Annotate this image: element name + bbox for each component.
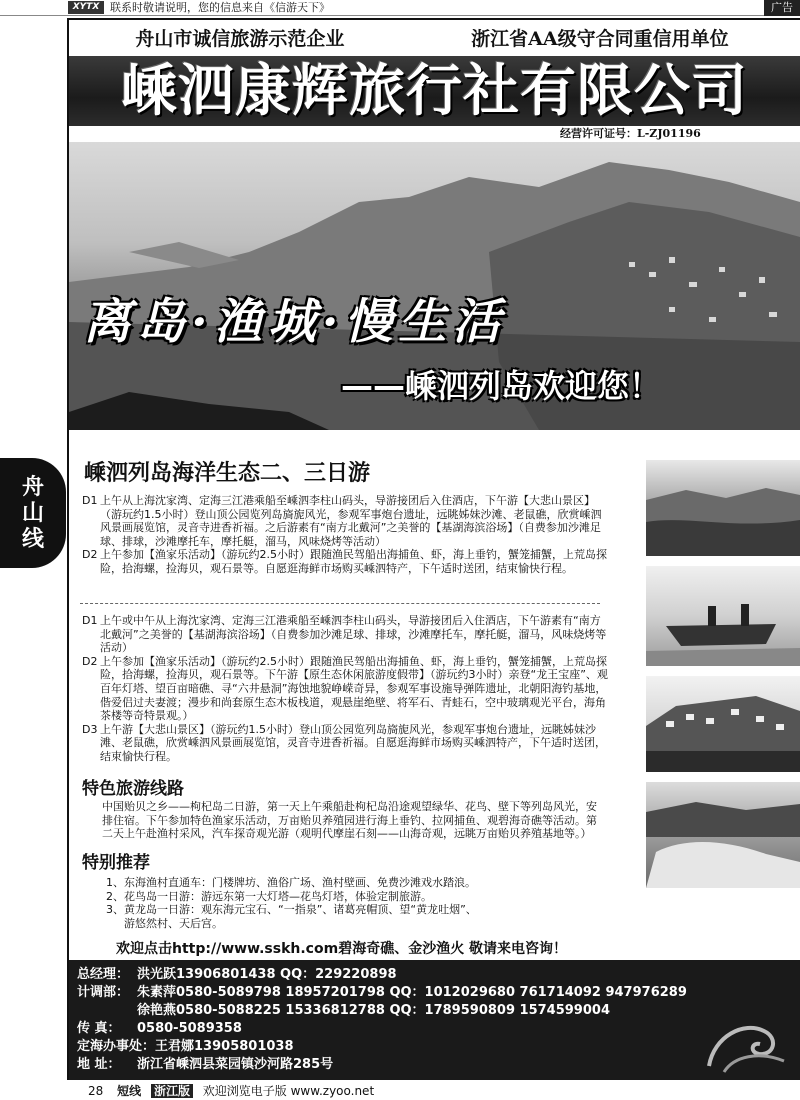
credo-right: 浙江省AA级守合同重信用单位 bbox=[471, 28, 729, 50]
day-label: D1 bbox=[82, 614, 98, 627]
footer-site[interactable]: 欢迎浏览电子版 www.zyoo.net bbox=[202, 1084, 375, 1098]
contact-label: 传 真： bbox=[77, 1021, 121, 1036]
contact-row bbox=[77, 1038, 294, 1056]
day-text: 上午从上海沈家湾、定海三江港乘船至嵊泗李柱山码头，导游接团后入住酒店，下午游【大悲山景区】（游玩约1.5小时）登山顶公园览列岛旖旎风光，参观军事炮台遗址，远眺姊妹沙滩、老鼠礁，欣赏嵊泗风景画展览馆，灵音寺进香祈福。之后游素有“南方北戴河”之美誉的【基湖海滨浴场】（自费参加沙滩足球、排球，沙滩摩托车，摩托艇，溜马，风味烧烤等活动） bbox=[100, 494, 602, 548]
contact-value: 王君娜13905801038 bbox=[155, 1039, 294, 1054]
hero-slogan: 离岛·渔城·慢生活 bbox=[83, 294, 507, 350]
beach-photo bbox=[646, 782, 800, 888]
contact-value: 朱素萍0580-5089798 18957201798 QQ：1012029680 761714092 947976289 bbox=[137, 985, 687, 1000]
recommend-item: 1、东海渔村直通车：门楼牌坊、渔俗广场、渔村壁画、免费沙滩戏水踏浪。 bbox=[106, 876, 476, 889]
hero-photo bbox=[69, 142, 800, 430]
itinerary-day bbox=[82, 655, 610, 723]
three-day-itinerary bbox=[82, 614, 610, 764]
top-strip bbox=[0, 0, 800, 16]
company-name: 嵊泗康辉旅行社有限公司 bbox=[121, 58, 748, 124]
page-footer bbox=[88, 1083, 374, 1099]
title-bar bbox=[69, 56, 800, 126]
contact-row bbox=[77, 966, 397, 984]
recommend-item: 游悠然村、天后宫。 bbox=[124, 916, 223, 930]
two-day-itinerary bbox=[82, 494, 610, 576]
itinerary-day bbox=[82, 723, 610, 764]
recommend-item: 2、花鸟岛一日游：游远东第一大灯塔—花鸟灯塔，体验定制旅游。 bbox=[106, 889, 432, 903]
special-routes-text: 中国贻贝之乡——枸杞岛二日游，第一天上午乘船赴枸杞岛沿途观望绿华、花鸟、壁下等列岛风光，安排住宿。下午参加特色渔家乐活动，万亩贻贝养殖园进行海上垂钓、拉网捕鱼、观碧海奇礁等活动。第二天上午赴渔村采风，汽车探奇观光游（观明代摩崖石刻——山海奇观，远眺万亩贻贝养殖基地等。） bbox=[102, 800, 597, 841]
license-number: 经营许可证号：L-ZJ01196 bbox=[560, 127, 701, 140]
contact-value: 0580-5089358 bbox=[137, 1021, 242, 1036]
day-label: D1 bbox=[82, 494, 98, 507]
contact-row bbox=[77, 1020, 242, 1038]
region-tab-char-2: 山 bbox=[21, 500, 44, 526]
magazine-logo: XYTX bbox=[68, 1, 104, 14]
day-text: 上午或中午从上海沈家湾、定海三江港乘船至嵊泗李柱山码头，导游接团后入住酒店，下午游素有“南方北戴河”之美誉的【基湖海滨浴场】（自费参加沙滩足球、排球，沙滩摩托车，摩托艇，溜马，风味烧烤等活动） bbox=[100, 614, 607, 655]
day-text: 上午参加【渔家乐活动】（游玩约2.5小时）跟随渔民驾船出海捕鱼、虾，海上垂钓，蟹笼捕蟹，上荒岛探险，拾海螺，捡海贝，观石景等。自愿逛海鲜市场购买嵊泗特产，下午适时送团，结束愉快行程。 bbox=[100, 548, 607, 575]
contact-row bbox=[77, 984, 687, 1002]
contact-value: 浙江省嵊泗县菜园镇沙河路285号 bbox=[137, 1057, 334, 1072]
wave-decoration-icon bbox=[704, 1006, 794, 1076]
recommend-item: 3、黄龙岛一日游：观东海元宝石、“一指泉”、诸葛亮帽顶、望“黄龙吐烟”、 bbox=[106, 903, 477, 917]
coast-photo bbox=[646, 460, 800, 556]
day-label: D2 bbox=[82, 548, 98, 562]
day-label: D2 bbox=[82, 654, 98, 668]
contact-block bbox=[69, 960, 800, 1080]
contact-label: 地 址： bbox=[77, 1057, 121, 1072]
region-tab-char-3: 线 bbox=[21, 526, 44, 552]
ad-label: 广告 bbox=[764, 0, 800, 16]
day-text: 上午参加【渔家乐活动】（游玩约2.5小时）跟随渔民驾船出海捕鱼、虾，海上垂钓，蟹笼捕蟹，上荒岛探险，拾海螺，捡海贝，观石景等。下午游【原生态休闲旅游度假带】（游玩约3小时）亲登“龙王宝座”、观百年灯塔、望百亩暗礁、寻“六井悬洞”海蚀地貌峥嵘奇异，参观军事设施导弹阵遗址，北朝阳海钓基地，偕爱侣过夫妻渡；漫步和尚套原生态木板栈道，观悬崖绝壁、将军石、青蛙石，空中玻璃观光平台，海角茶楼等奇特景观。） bbox=[100, 654, 608, 723]
contact-label: 总经理： bbox=[77, 967, 130, 982]
contact-value: 洪光跃13906801438 QQ：229220898 bbox=[137, 967, 397, 982]
itinerary-title: 嵊泗列岛海洋生态二、三日游 bbox=[84, 460, 371, 486]
edition-badge: 浙江版 bbox=[151, 1084, 193, 1098]
special-routes-title: 特色旅游线路 bbox=[82, 779, 184, 799]
contact-row bbox=[77, 1002, 610, 1020]
fishermen-photo bbox=[646, 566, 800, 666]
website-link[interactable]: 欢迎点击http://www.sskh.com碧海奇礁、金沙渔火 敬请来电咨询！ bbox=[116, 941, 568, 957]
contact-label: 计调部： bbox=[77, 985, 130, 1000]
itinerary-divider bbox=[80, 603, 600, 604]
day-text: 上午游【大悲山景区】（游玩约1.5小时）登山顶公园览列岛旖旎风光，参观军事炮台遗址，远眺姊妹沙滩、老鼠礁，欣赏嵊泗风景画展览馆，灵音寺进香祈福。自愿逛海鲜市场购买嵊泗特产，下午适时送团，结束愉快行程。 bbox=[100, 722, 606, 763]
credo-line bbox=[72, 24, 792, 54]
top-notice: 联系时敬请说明，您的信息来自《信游天下》 bbox=[110, 1, 330, 14]
itinerary-day bbox=[82, 548, 610, 575]
itinerary-day bbox=[82, 614, 610, 655]
contact-row bbox=[77, 1056, 333, 1074]
itinerary-day bbox=[82, 494, 610, 548]
contact-label: 定海办事处： bbox=[77, 1039, 156, 1054]
day-label: D3 bbox=[82, 722, 98, 736]
page-number: 28 bbox=[88, 1084, 104, 1098]
recommend-title: 特别推荐 bbox=[82, 853, 150, 873]
fishing-village-photo bbox=[646, 676, 800, 772]
region-tab-char-1: 舟 bbox=[21, 474, 44, 500]
credo-left: 舟山市诚信旅游示范企业 bbox=[135, 28, 345, 50]
recommend-list bbox=[106, 876, 616, 930]
section-name: 短线 bbox=[117, 1084, 142, 1098]
contact-value: 徐艳燕0580-5088225 15336812788 QQ：1789590809 1574599004 bbox=[137, 1003, 610, 1018]
region-tab bbox=[0, 458, 66, 568]
hero-welcome: ——嵊泗列岛欢迎您！ bbox=[341, 367, 662, 405]
